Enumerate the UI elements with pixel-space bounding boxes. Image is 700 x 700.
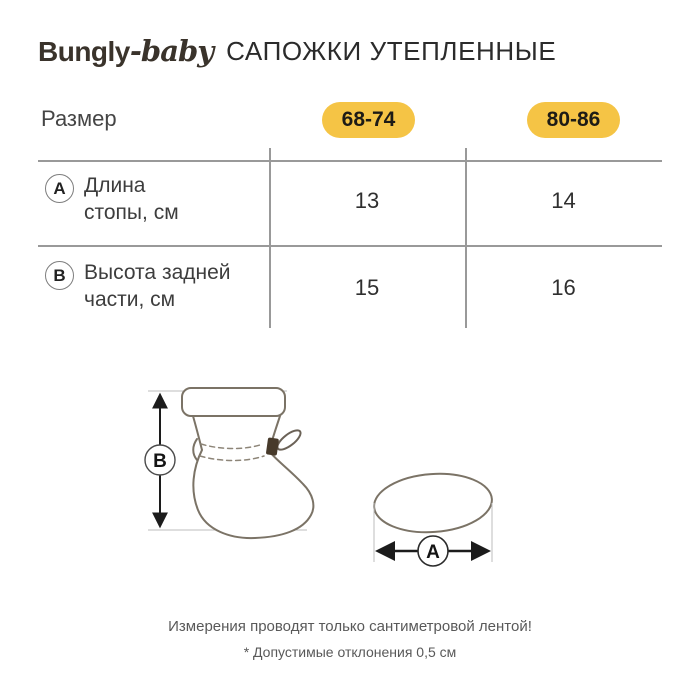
dimension-marker-b-badge: B	[45, 261, 74, 290]
footer-notes	[0, 618, 700, 660]
row-label-line2: части, см	[84, 288, 176, 311]
size-row-label: Размер	[41, 106, 117, 131]
table-vertical-divider-right	[465, 148, 467, 328]
size-badge-68-74: 68-74	[322, 102, 415, 138]
value-back-height-68-74: 15	[354, 275, 380, 300]
svg-text:B: B	[153, 451, 167, 472]
brand-logo-secondary: -baby	[129, 34, 214, 68]
value-foot-length-80-86: 14	[551, 188, 576, 213]
measurement-diagram	[0, 370, 700, 600]
row-label-line2: стопы, см	[84, 201, 179, 224]
dimension-marker-a-badge: A	[45, 174, 74, 203]
drawstring-dashed-line-upper	[201, 444, 263, 449]
sole-drawing	[372, 470, 494, 536]
b-dimension-label	[145, 445, 175, 475]
size-badge-80-86: 80-86	[527, 102, 620, 138]
svg-text:A: A	[426, 542, 440, 563]
row-label-foot-length	[84, 172, 179, 226]
value-back-height-80-86: 16	[551, 275, 576, 300]
table-vertical-divider-left	[269, 148, 271, 328]
row-label-back-height	[84, 259, 231, 313]
page-title: САПОЖКИ УТЕПЛЕННЫЕ	[226, 35, 557, 66]
measurement-note: Измерения проводят только сантиметровой лентой!	[168, 618, 532, 635]
row-label-line1: Длина	[84, 174, 146, 197]
row-label-line1: Высота задней	[84, 261, 231, 284]
brand-logo-primary: Bungly	[38, 36, 130, 67]
value-foot-length-68-74: 13	[354, 188, 380, 213]
table-horizontal-divider-middle	[38, 245, 662, 247]
header	[38, 34, 556, 68]
table-horizontal-divider-top	[38, 160, 662, 162]
boot-drawing	[182, 388, 313, 538]
brand-logo	[38, 34, 213, 68]
drawstring-toggle	[266, 437, 279, 455]
drawstring-loop	[275, 427, 304, 453]
a-dimension-label	[418, 536, 448, 566]
tolerance-note: * Допустимые отклонения 0,5 см	[243, 644, 457, 660]
